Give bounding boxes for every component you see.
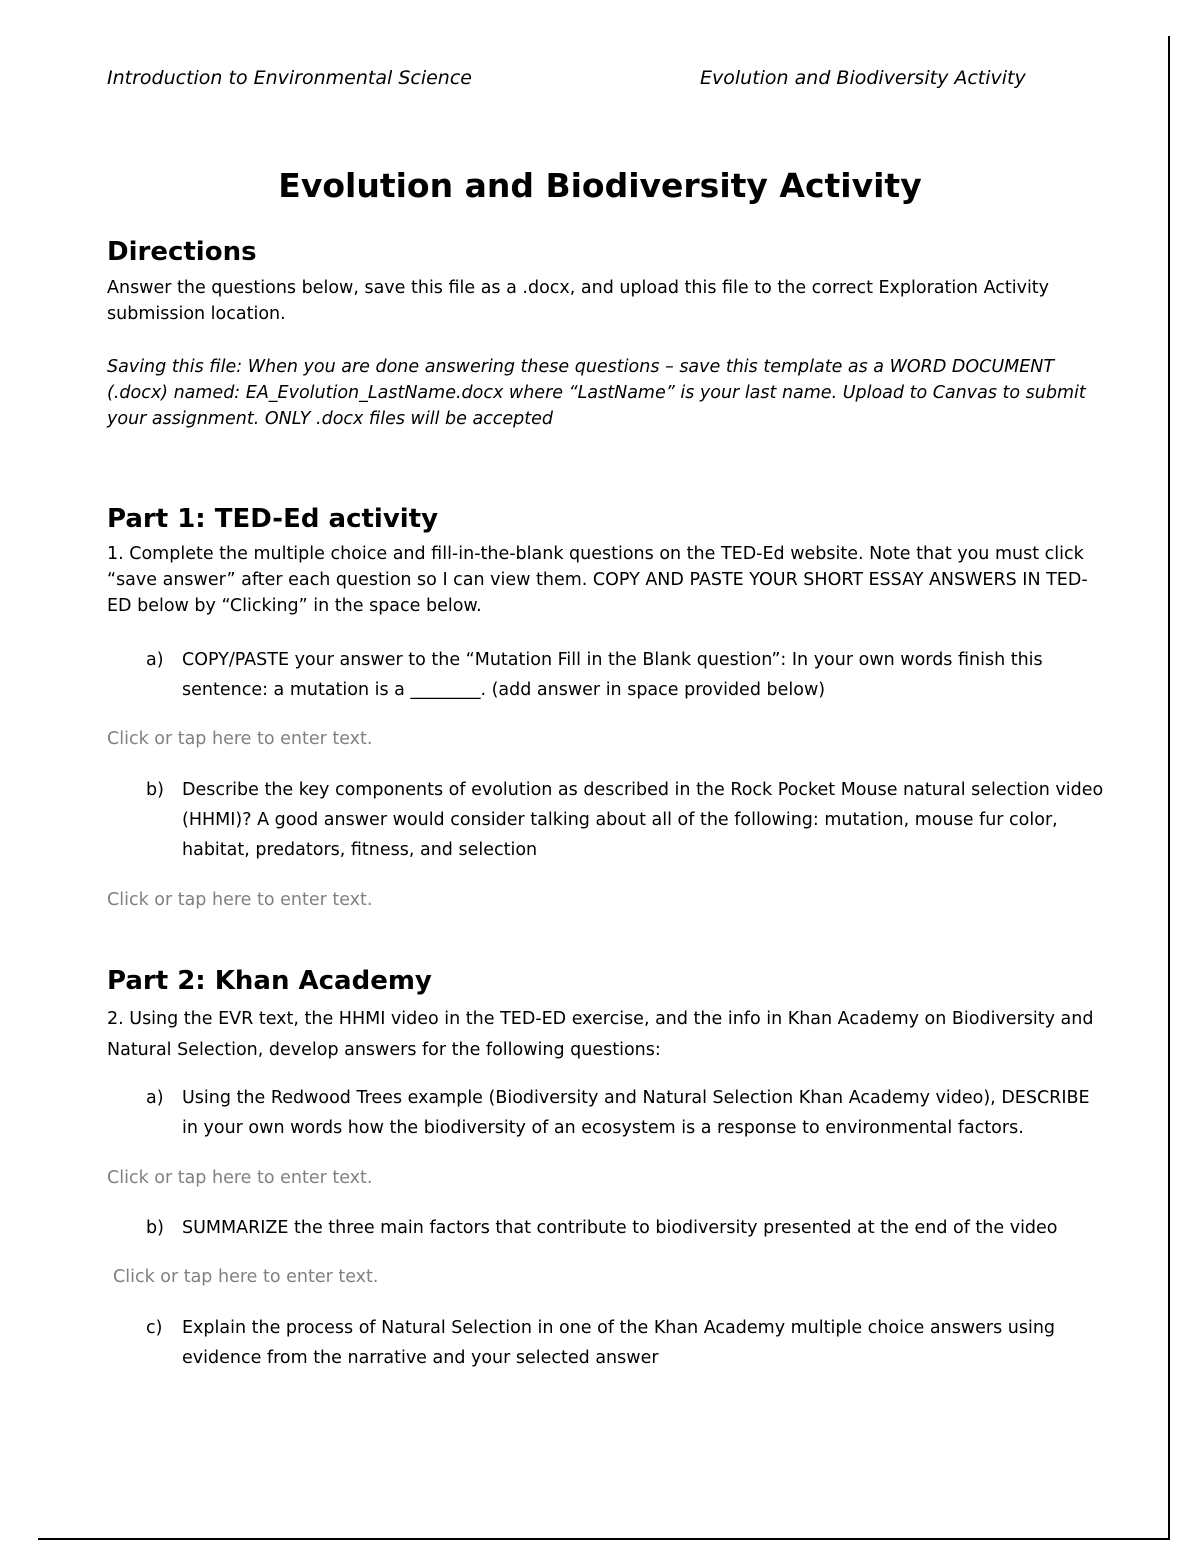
question-text: SUMMARIZE the three main factors that contribute to biodiversity presented at the end of the video bbox=[182, 1218, 1058, 1238]
part1-intro: 1. Complete the multiple choice and fill-in-the-blank questions on the TED-Ed website. Note that you must click “save answer” after each question so I can view them. COPY AND PASTE YOUR SHORT ESSAY ANSWERS IN TED-ED below by “Clicking” in the space below. bbox=[107, 544, 1088, 616]
header-activity-title: Evolution and Biodiversity Activity bbox=[700, 67, 1026, 89]
question-text: Using the Redwood Trees example (Biodiversity and Natural Selection Khan Academy video), DESCRIBE in your own words how the biodiversity of an ecosystem is a response to environmental factors. bbox=[182, 1088, 1090, 1138]
list-marker: a) bbox=[146, 650, 164, 670]
question-text: Explain the process of Natural Selection in one of the Khan Academy multiple choice answers using evidence from the narrative and your selected answer bbox=[182, 1318, 1056, 1368]
part2-question-a bbox=[146, 1083, 1106, 1143]
question-text: Describe the key components of evolution as described in the Rock Pocket Mouse natural selection video (HHMI)? A good answer would consider talking about all of the following: mutation, mouse fur color, habitat, predators, fitness, and selection bbox=[182, 780, 1104, 860]
directions-heading: Directions bbox=[107, 237, 257, 267]
part1-question-a bbox=[146, 645, 1106, 705]
list-marker: b) bbox=[146, 780, 164, 800]
part2-heading: Part 2: Khan Academy bbox=[107, 966, 432, 996]
question-text: COPY/PASTE your answer to the “Mutation Fill in the Blank question”: In your own words finish this sentence: a mutation is a ________. (add answer in space provided below) bbox=[182, 650, 1043, 700]
answer-field-part2-b[interactable]: Click or tap here to enter text. bbox=[113, 1267, 379, 1287]
header-course-title: Introduction to Environmental Science bbox=[107, 67, 472, 89]
part2-intro: 2. Using the EVR text, the HHMI video in the TED-ED exercise, and the info in Khan Academy on Biodiversity and Natural Selection, develop answers for the following questions: bbox=[107, 1009, 1094, 1060]
answer-field-part1-a[interactable]: Click or tap here to enter text. bbox=[107, 729, 373, 749]
list-marker: a) bbox=[146, 1088, 164, 1108]
page-border-right bbox=[1168, 36, 1170, 1540]
part1-heading: Part 1: TED-Ed activity bbox=[107, 504, 439, 534]
answer-field-part2-a[interactable]: Click or tap here to enter text. bbox=[107, 1168, 373, 1188]
saving-note: Saving this file: When you are done answering these questions – save this template as a WORD DOCUMENT (.docx) named: EA_Evolution_LastName.docx where “LastName” is your last name. Upload to Canvas to submit your assignment. ONLY .docx files will be accepted bbox=[107, 357, 1086, 429]
list-marker: c) bbox=[146, 1318, 163, 1338]
list-marker: b) bbox=[146, 1218, 164, 1238]
answer-field-part1-b[interactable]: Click or tap here to enter text. bbox=[107, 890, 373, 910]
part1-question-b bbox=[146, 775, 1106, 865]
page-border-bottom bbox=[38, 1538, 1170, 1540]
directions-text: Answer the questions below, save this file as a .docx, and upload this file to the correct Exploration Activity submission location. bbox=[107, 278, 1050, 324]
part2-question-b bbox=[146, 1213, 1106, 1243]
part2-question-c bbox=[146, 1313, 1106, 1373]
document-title: Evolution and Biodiversity Activity bbox=[278, 166, 922, 205]
